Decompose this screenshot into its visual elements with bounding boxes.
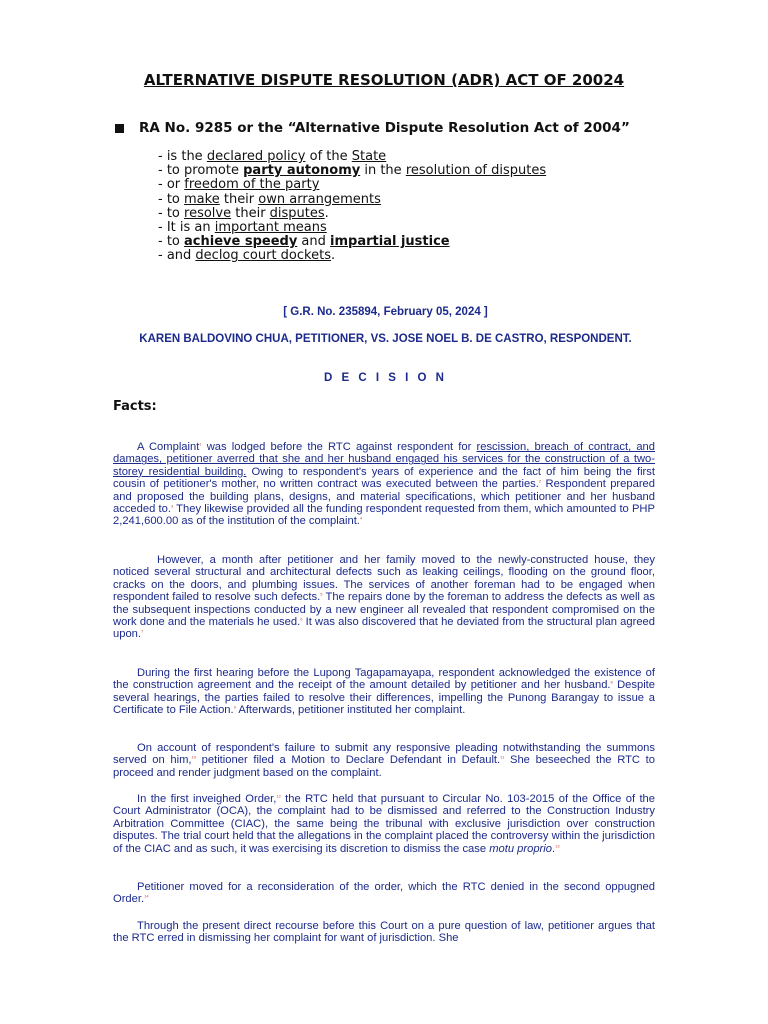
document-title: ALTERNATIVE DISPUTE RESOLUTION (ADR) ACT OF 20024: [143, 71, 625, 89]
bullet-heading: RA No. 9285 or the “Alternative Dispute Resolution Act of 2004”: [139, 120, 630, 136]
policy-line: - and declog court dockets.: [158, 248, 336, 264]
case-number: [ G.R. No. 235894, February 05, 2024 ]: [283, 306, 488, 318]
facts-paragraph: Through the present direct recourse before this Court on a pure question of law, petitioner argues that the RTC erred in dismissing her complaint for want of jurisdiction. She: [113, 920, 655, 945]
policy-list: [158, 150, 658, 264]
footnote-marker: 5: [320, 591, 323, 597]
policy-line: - to achieve speedy and impartial justice: [158, 234, 450, 250]
decision-heading: D E C I S I O N: [324, 372, 447, 384]
footnote-marker: 3: [170, 503, 174, 509]
policy-line: - It is an important means: [158, 220, 327, 236]
footnote-marker: 14: [144, 893, 149, 899]
footnote-marker: 11: [500, 754, 505, 760]
facts-paragraph: In the first inveighed Order,$^{12}$ the RTC held that pursuant to Circular No. 103-2015 of the Office of the Court Administrator (OCA), the complaint had to be dismissed and referred to the Construction Industry Arbitration Committee (CIAC), the same being the tribunal with exclusive jurisdiction over construction disputes. The trial court held that the allegations in the complaint placed the controversy within the jurisdiction of the CIAC and as such, it was exercising its discretion to dismiss the case motu proprio.$^{13}$: [113, 793, 655, 855]
footnote-marker: 12: [276, 793, 281, 799]
case-parties: KAREN BALDOVINO CHUA, PETITIONER, VS. JOSE NOEL B. DE CASTRO, RESPONDENT.: [139, 333, 632, 345]
footnote-marker: 6: [300, 616, 303, 622]
footnote-marker: 9: [233, 704, 236, 710]
footnote-marker: 7: [141, 628, 144, 634]
footnote-marker: 4: [359, 515, 363, 521]
facts-paragraph: During the first hearing before the Lupong Tagapamayapa, respondent acknowledged the existence of the construction agreement and the receipt of the amount detailed by petitioner and her husband.$^8$ Despite several hearings, the parties failed to resolve their differences, impelling the Punong Barangay to issue a Certificate to File Action.$^9$ Afterwards, petitioner instituted her complaint.: [113, 667, 656, 717]
policy-line: - to promote party autonomy in the resolution of disputes: [158, 163, 547, 179]
footnote-marker: 10: [191, 754, 196, 760]
policy-line: - to resolve their disputes.: [158, 205, 329, 221]
facts-paragraph: On account of respondent's failure to submit any responsive pleading notwithstanding the summons served on him,$^{10}$ petitioner filed a Motion to Declare Defendant in Default.$^{11}$ She beseeched the RTC to proceed and render judgment based on the complaint.: [113, 742, 656, 779]
facts-heading: Facts:: [113, 399, 157, 414]
facts-paragraph: A Complaint$^1$ was lodged before the RTC against respondent for rescission, breach of contract, and damages, petitioner averred that she and her husband engaged his services for the construction of a two-storey residential building. Owing to respondent's years of experience and the fact of him being the first cousin of petitioner's mother, no written contract was executed between the parties.$^2$ Respondent prepared and proposed the building plans, designs, and material specifications, which petitioner and her husband acceded to.$^3$ They likewise provided all the funding respondent requested from them, which amounted to PHP 2,241,600.00 as of the institution of the complaint.$^4$: [113, 441, 656, 528]
facts-paragraph: Petitioner moved for a reconsideration of the order, which the RTC denied in the second oppugned Order.$^{14}$: [113, 881, 655, 906]
policy-line: - or freedom of the party: [158, 177, 320, 193]
facts-paragraph: However, a month after petitioner and her family moved to the newly-constructed house, they noticed several structural and architectural defects such as leaking ceilings, flooding on the ground floor, cracks on the doors, and plumbing issues. The services of another foreman had to be engaged when respondent failed to resolve such defects.$^5$ The repairs done by the foreman to address the defects as well as the subsequent inspections conducted by a new engineer all revealed that respondent compromised on the work done and the materials he used.$^6$ It was also discovered that he deviated from the structural plan agreed upon.$^7$: [113, 554, 655, 641]
footnote-marker: 2: [538, 478, 542, 484]
footnote-marker: 8: [610, 679, 613, 685]
footnote-marker: 13: [555, 842, 560, 848]
footnote-marker: 1: [199, 441, 202, 447]
policy-line: - to make their own arrangements: [158, 191, 381, 207]
square-bullet-icon: [115, 124, 124, 133]
policy-line: - is the declared policy of the State: [158, 149, 387, 164]
